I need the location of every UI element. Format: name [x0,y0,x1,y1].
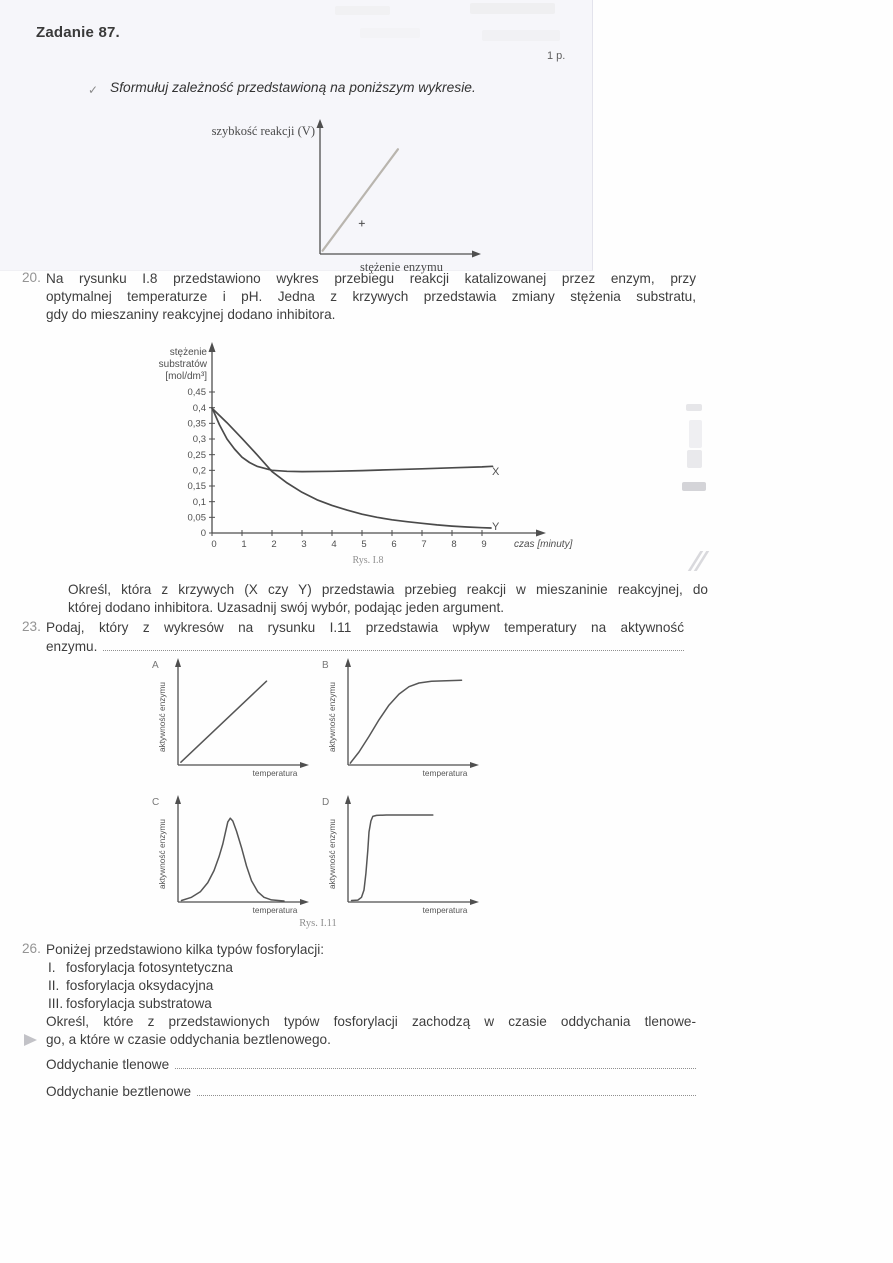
svg-text:0,05: 0,05 [187,512,206,524]
y-axis-arrow [209,342,216,352]
item-numeral: II. [48,978,60,993]
q26-number: 26. [22,941,41,956]
y-axis-arrow [175,658,181,667]
q26-item-2 [46,977,696,995]
x-axis-arrow [300,762,309,768]
q20-line-1: Na rysunku I.8 przedstawiono wykres przebiegu reakcji katalizowanej przez enzym, przy [46,271,696,286]
svg-text:0,25: 0,25 [187,449,206,461]
scan-artifact [482,30,560,41]
mini-chart-d [318,790,488,922]
q20-line-3: gdy do mieszaniny reakcyjnej dodano inhibitora. [46,307,336,322]
svg-text:8: 8 [451,539,457,550]
x-axis-label: temperatura [252,905,298,915]
series-x-curve [212,408,493,472]
figure-rys-i8 [140,338,640,570]
svg-text:2: 2 [271,539,277,550]
chart-letter: B [322,660,329,671]
scan-artifact [689,420,702,448]
q26-answer-row-1 [46,1055,696,1074]
figure-caption-i11: Rys. I.11 [299,918,337,929]
checkmark-icon: ✓ [88,83,99,97]
y-axis-arrow [317,119,324,128]
scan-artifact [687,450,702,468]
x-axis-label: temperatura [422,768,468,778]
series-y-label: Y [492,521,500,533]
svg-text:0,15: 0,15 [187,481,206,493]
chart-letter: D [322,797,330,808]
y-axis-label: aktywność enzymu [157,818,167,890]
q26-item-1 [46,959,696,977]
x-axis-arrow [470,762,479,768]
rate-line-series [323,149,398,250]
svg-text:0,45: 0,45 [187,387,206,399]
item-label: fosforylacja fotosyntetyczna [66,960,233,975]
svg-text:0,1: 0,1 [192,496,206,508]
y-axis-arrow [175,795,181,804]
mini-chart-a [148,653,318,785]
svg-text:0,3: 0,3 [192,434,206,446]
y-axis-label-line3: [mol/dm³] [165,371,207,382]
svg-text:3: 3 [301,539,307,550]
scan-artifact [682,482,706,491]
scan-artifact [686,404,702,411]
curve-b [350,680,461,763]
svg-text:1: 1 [241,539,247,550]
svg-text:0,4: 0,4 [192,402,206,414]
svg-text:0,35: 0,35 [187,418,206,430]
rate-vs-concentration-chart [195,115,487,279]
curve-a [181,681,267,762]
x-axis-arrow [470,899,479,905]
x-axis-arrow [536,530,546,537]
x-axis-arrow [472,251,481,258]
task-title: Zadanie 87. [36,24,120,41]
points-label: 1 p. [547,50,566,62]
mini-chart-c [148,790,318,922]
q26-task-line-2: go, a które w czasie oddychania beztlenowego. [46,1032,331,1047]
y-axis-label: aktywność enzymu [327,681,337,753]
q23-text [46,619,684,656]
q20-text [46,270,696,324]
scan-artifact [694,551,706,576]
item-numeral: III. [48,996,64,1011]
plus-mark-artifact [359,220,365,226]
svg-text:5: 5 [361,539,367,550]
q26-item-3 [46,995,696,1013]
q23-number: 23. [22,619,41,634]
svg-text:9: 9 [481,539,487,550]
q23-line-1: Podaj, który z wykresów na rysunku I.11 przedstawia wpływ temperatury na aktywność [46,620,684,635]
task-prompt: Sformułuj zależność przedstawioną na poniższym wykresie. [110,80,476,95]
q20-line-2: optymalnej temperaturze i pH. Jedna z krzywych przedstawia zmiany stężenia substratu, [46,289,696,304]
curve-d [352,815,433,901]
y-axis-label: szybkość reakcji (V) [211,124,315,138]
series-x-label: X [492,466,500,478]
y-axis-label: aktywność enzymu [327,818,337,890]
scan-artifact [335,6,390,15]
answer-dotted-line [175,1055,696,1069]
mini-chart-b [318,653,488,785]
x-axis-label: temperatura [422,905,468,915]
answer-dotted-line [197,1082,696,1096]
y-axis-arrow [345,658,351,667]
item-label: fosforylacja oksydacyjna [66,978,214,993]
scan-artifact [470,3,555,14]
q20-followup-line-2: której dodano inhibitora. Uzasadnij swój wybór, podając jeden argument. [68,600,505,615]
svg-text:7: 7 [421,539,427,550]
q20-followup [68,581,718,617]
answer1-label: Oddychanie tlenowe [46,1057,170,1072]
svg-text:0: 0 [211,539,217,550]
y-axis-arrow [345,795,351,804]
curve-c [182,818,285,901]
item-label: fosforylacja substratowa [66,996,212,1011]
svg-text:0: 0 [200,528,206,540]
x-axis-label: czas [minuty] [514,539,573,550]
answer-dotted-line [103,637,684,651]
item-numeral: I. [48,960,56,975]
chart-letter: C [152,797,160,808]
q26-task-line-1: Określ, które z przedstawionych typów fosforylacji zachodzą w czasie oddychania tlenowe- [46,1014,696,1029]
q26-block [46,941,696,1101]
x-axis-label: stężenie enzymu [360,260,443,274]
svg-text:6: 6 [391,539,397,550]
q23-line-2: enzymu. [46,639,98,654]
q20-followup-line-1: Określ, która z krzywych (X czy Y) przedstawia przebieg reakcji w mieszaninie reakcyjnej, do [68,582,708,597]
answer2-label: Oddychanie beztlenowe [46,1084,192,1099]
chart-letter: A [152,660,159,671]
svg-text:4: 4 [331,539,337,550]
y-axis-label: aktywność enzymu [157,681,167,753]
scan-artifact [24,1034,37,1046]
scan-artifact [360,28,420,38]
y-axis-label-line2: substratów [158,359,207,370]
q26-intro: Poniżej przedstawiono kilka typów fosforylacji: [46,942,325,957]
svg-text:0,2: 0,2 [192,465,206,477]
x-axis-arrow [300,899,309,905]
figure-caption: Rys. I.8 [352,555,384,566]
x-axis-label: temperatura [252,768,298,778]
y-axis-label-line1: stężenie [169,347,207,358]
q26-answer-row-2 [46,1082,696,1101]
q20-number: 20. [22,270,41,285]
